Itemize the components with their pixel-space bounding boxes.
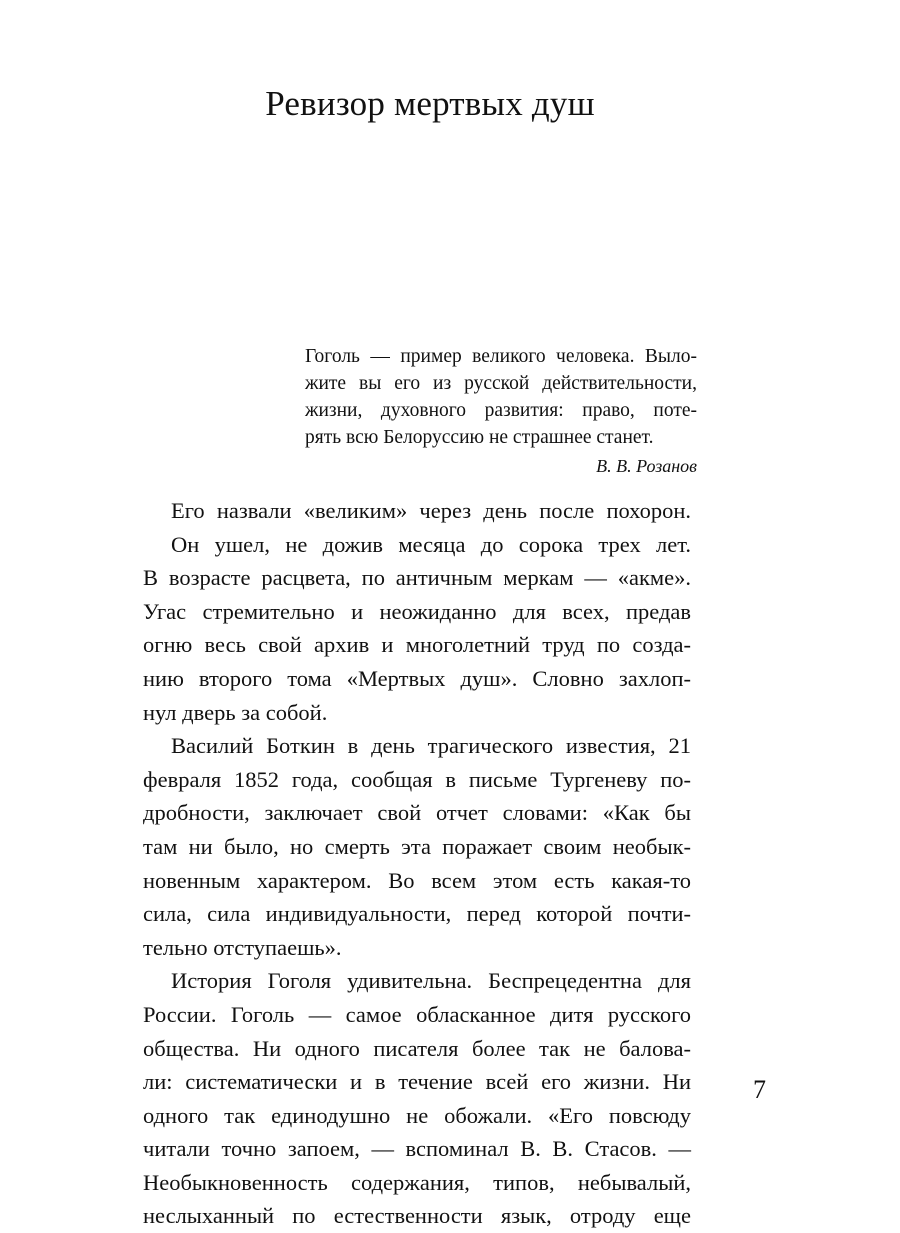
body-line: нул дверь за собой. — [143, 699, 328, 725]
body-line: Угас стремительно и неожиданно для всех, предав — [143, 598, 691, 624]
body-line: читали точно запоем, — вспоминал В. В. Стасов. — — [143, 1136, 691, 1162]
body-line: России. Гоголь — самое обласканное дитя русского — [143, 1001, 691, 1027]
body-line: общества. Ни одного писателя более так не балова- — [143, 1035, 691, 1061]
body-line: неслыханный по естественности язык, отроду еще — [143, 1203, 691, 1229]
epigraph-line: жите вы его из русской действительности, — [305, 373, 697, 394]
body-line: нию второго тома «Мертвых душ». Словно захлоп- — [143, 665, 691, 691]
chapter-title: Ревизор мертвых душ — [265, 84, 595, 123]
body-line: В возрасте расцвета, по античным меркам — «акме». — [143, 565, 691, 591]
body-line: огню весь свой архив и многолетний труд по созда- — [143, 632, 691, 658]
page-number: 7 — [753, 1075, 766, 1104]
body-line: ли: систематически и в течение всей его жизни. Ни — [143, 1069, 691, 1095]
body-line: новенным характером. Во всем этом есть какая-то — [143, 867, 691, 893]
body-line: Его назвали «великим» через день после похорон. — [171, 498, 691, 523]
body-line: Он ушел, не дожив месяца до сорока трех лет. — [171, 531, 691, 557]
body-line: История Гоголя удивительна. Беспрецедентна для — [171, 968, 691, 994]
body-line: там ни было, но смерть эта поражает своим необык- — [143, 833, 691, 859]
epigraph-author: В. В. Розанов — [596, 456, 697, 476]
body-line: одного так единодушно не обожали. «Его повсюду — [143, 1102, 691, 1128]
epigraph-line: Гоголь — пример великого человека. Выло- — [305, 346, 697, 367]
body-line: февраля 1852 года, сообщая в письме Тургеневу по- — [143, 766, 691, 792]
body-line: сила, сила индивидуальности, перед которой почти- — [143, 901, 691, 927]
body-text — [143, 494, 691, 1233]
body-line: Василий Боткин в день трагического известия, 21 — [171, 733, 691, 759]
epigraph-line: рять всю Белоруссию не страшнее станет. — [305, 427, 654, 448]
body-line: Необыкновенность содержания, типов, небывалый, — [143, 1169, 691, 1195]
epigraph-line: жизни, духовного развития: право, поте- — [305, 400, 697, 421]
body-line: дробности, заключает свой отчет словами: «Как бы — [143, 800, 691, 826]
body-line: тельно отступаешь». — [143, 934, 342, 960]
epigraph — [305, 343, 697, 480]
